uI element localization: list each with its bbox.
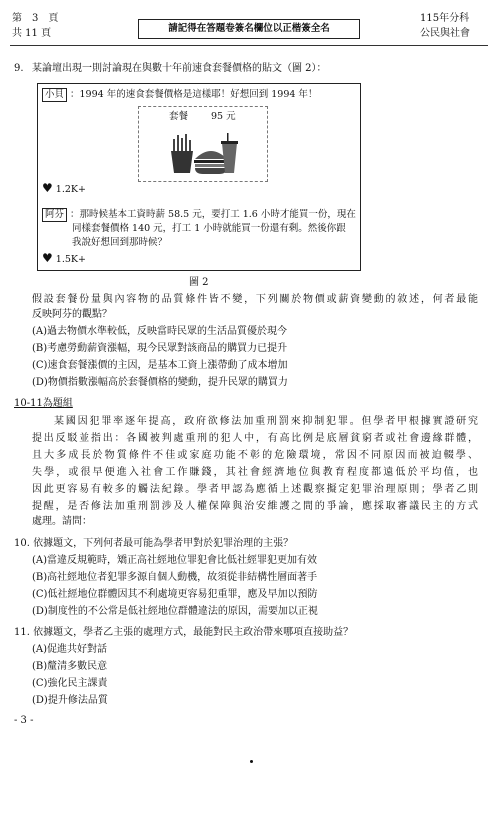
q9-option-d: (D)物價指數漲幅高於套餐價格的變動，提升民眾的購買力 [32, 377, 288, 388]
passage-line-2: 提出反駁並指出：各國被判處重刑的犯人中，有高比例是底層貧窮者或社會邊緣群體， [32, 433, 478, 444]
heart-icon: ♥ [42, 251, 53, 265]
q9-option-b: (B)考慮勞動薪資漲幅，現今民眾對該商品的購買力已提升 [32, 343, 288, 354]
forum-post-figure [37, 83, 361, 271]
signature-notice: 請記得在答題卷簽名欄位以正楷簽全名 [138, 19, 360, 39]
meal-price: 95 元 [211, 111, 236, 122]
q9-question-line: 假設套餐份量與內容物的品質條件皆不變，下列關於物價或薪資變動的敘述，何者最能 [32, 294, 478, 305]
exam-year-subject: 115年分科 [420, 13, 470, 24]
q9-stem: 某論壇出現一則討論現在與數十年前速食套餐價格的貼文（圖 2）： [32, 63, 327, 74]
passage-line-1: 某國因犯罪率逐年提高，政府欲修法加重刑罰來抑制犯罪。但學者甲根據實證研究 [54, 416, 478, 427]
subject-name: 公民與社會 [420, 28, 470, 39]
q9-option-a: (A)過去物價水準較低，反映當時民眾的生活品質優於現今 [32, 326, 288, 337]
heart-icon: ♥ [42, 181, 53, 195]
figure-caption: 圖 2 [189, 277, 209, 288]
post-2-like-count: 1.5K+ [55, 254, 86, 265]
total-pages-label: 共 11 頁 [12, 28, 52, 39]
q11-option-b: (B)釐清多數民意 [32, 661, 108, 672]
q9-number: 9. [14, 63, 24, 74]
passage-line-7: 處理。請問： [32, 516, 92, 527]
post-2-line-2: 同樣套餐價格 140 元，打工 1 小時就能買一份還有剩。然後你跟 [72, 223, 346, 234]
q11-option-d: (D)提升修法品質 [32, 695, 108, 706]
post-1-likes [42, 182, 86, 196]
q9-question [32, 291, 478, 308]
center-dot [250, 760, 253, 763]
q10-stem: 10. 依據題文，下列何者最可能為學者甲對於犯罪治理的主張？ [14, 538, 294, 549]
post-2-likes [42, 252, 86, 266]
post-2-line-3: 我說好想回到那時候？ [72, 237, 168, 248]
q10-option-b: (B)高社經地位者犯罪多源自個人動機，故須從非結構性層面著手 [32, 572, 318, 583]
q10-option-c: (C)低社經地位群體因其不利處境更容易犯重罪，應及早加以預防 [32, 589, 318, 600]
q9-question-line: 反映阿芬的觀點？ [32, 309, 112, 320]
meal-label: 套餐 [169, 111, 189, 122]
post-1-author: 小貝 [42, 88, 67, 102]
meal-image [138, 106, 268, 182]
page-number: - 3 - [14, 715, 34, 726]
passage-line-6: 提醒，是否修法加重刑罰涉及人權保障與治安維護之間的爭論，應採取審議民主的方式 [32, 501, 478, 512]
q11-option-a: (A)促進共好對話 [32, 644, 108, 655]
passage-line-5: 因此更容易有較多的觸法紀錄。學者甲認為應循上述觀察擬定犯罪治理原則；學者乙則 [32, 484, 478, 495]
passage-line-4: 失學，或很早便進入社會工作賺錢，其社會經濟地位與教育程度都遠低於平均值，也 [32, 467, 478, 478]
post-1 [42, 88, 317, 102]
q9-option-c: (C)速食套餐漲價的主因，是基本工資上漲帶動了成本增加 [32, 360, 288, 371]
header-rule [10, 45, 488, 46]
q10-option-d: (D)制度性的不公常是低社經地位群體違法的原因，需要加以正視 [32, 606, 318, 617]
post-1-text: ：1994 年的速食套餐價格是這樣耶！好想回到 1994 年！ [70, 89, 318, 100]
q10-option-a: (A)當違反規範時，矯正高社經地位罪犯會比低社經罪犯更加有效 [32, 555, 318, 566]
post-2-line-1: ：那時候基本工資時薪 58.5 元，要打工 1.6 小時才能買一份，現在 [70, 209, 356, 220]
post-1-like-count: 1.2K+ [55, 184, 86, 195]
q11-stem: 11. 依據題文，學者乙主張的處理方式，最能對民主政治帶來哪項直接助益？ [14, 627, 354, 638]
post-2 [42, 208, 356, 250]
passage-line-3: 且大多成長於物質條件不佳或家庭功能不彰的危險環境，常因不同原因而被迫輟學、 [32, 450, 478, 461]
fast-food-illustration [169, 129, 241, 177]
group-title: 10-11為題組 [14, 398, 73, 409]
q11-option-c: (C)強化民主課責 [32, 678, 108, 689]
page-label: 第 3 頁 [12, 13, 59, 24]
post-2-author: 阿芬 [42, 208, 67, 222]
